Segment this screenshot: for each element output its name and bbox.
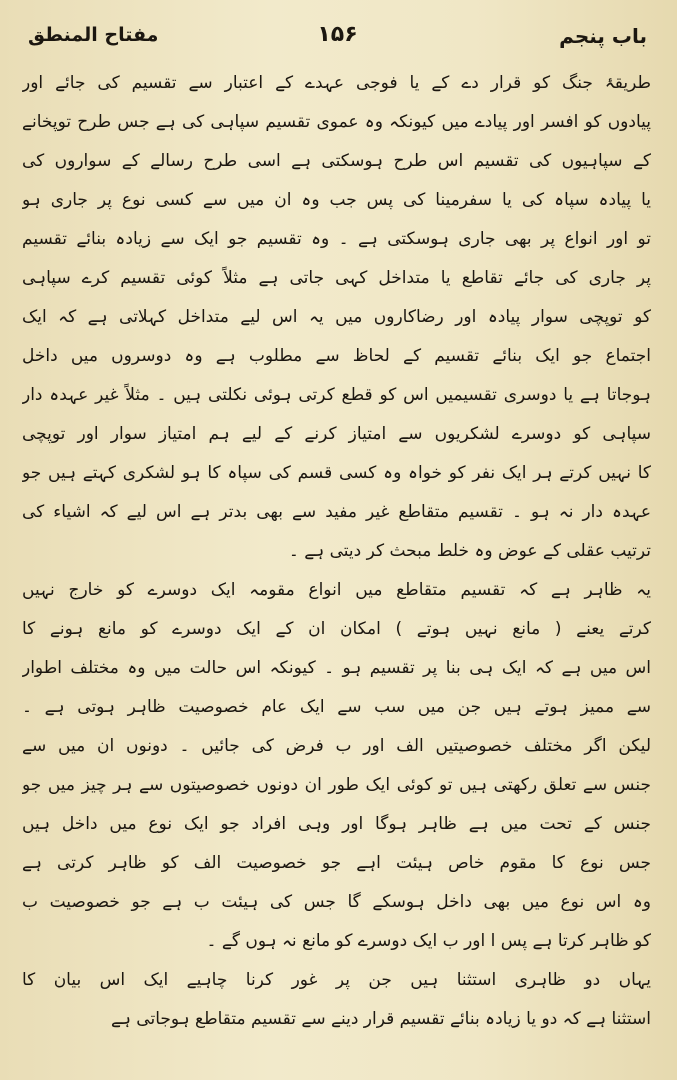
page-number: ۱۵۶	[317, 22, 358, 47]
text-line: سپاہی کو دوسرے لشکریوں سے امتیاز کرنے کے لیے ہم امتیاز سوار اور توپچی	[22, 424, 651, 444]
text-line: ہوجاتا ہے یا دوسری تقسیمیں اس کو قطع کرتی ہوئی نکلتی ہیں ۔ مثلاً غیر عہدہ دار	[22, 385, 651, 405]
book-title: مفتاح المنطق	[28, 24, 159, 46]
text-line: کرتے یعنے ( مانع نہیں ہوتے ) امکان ان کے ایک دوسرے کو مانع ہونے کا	[22, 619, 651, 639]
text-line: کے سپاہیوں کی تقسیم اس طرح ہوسکتی ہے اسی طرح رسالے کے سواروں کی	[22, 151, 651, 171]
text-line: سے ممیز ہوتے ہیں جن میں سب سے ایک عام خصوصیت ظاہر ہوتی ہے ۔	[22, 697, 651, 717]
text-line: لیکن اگر مختلف خصوصیتیں الف اور ب فرض کی جائیں ۔ دونوں ان میں سے	[22, 736, 651, 756]
paragraph	[22, 571, 651, 961]
text-line: پیادوں کو افسر اور پیادے میں کیونکہ وہ عموی تقسیم سپاہی کی ہے جس طرح توپخانے	[22, 112, 651, 132]
text-line: اجتماع جو ایک بنائے تقسیم کے لحاظ سے مطلوب ہے وہ دوسروں میں داخل	[22, 346, 651, 366]
text-line: ترتیب عقلی کے عوض وہ خلط مبحث کر دیتی ہے ۔	[288, 541, 651, 561]
text-line: کو توپچی سوار پیادہ اور رضاکاروں میں یہ اس لیے متداخل کہلاتی ہے کہ ایک	[22, 307, 651, 327]
text-line: جنس سے تعلق رکھتی ہیں تو کوئی ایک طور ان دونوں خصوصیتوں سے ہر چیز میں جو	[22, 775, 651, 795]
paragraph	[22, 961, 651, 1039]
page-header	[28, 22, 647, 56]
text-line: جس نوع کا مقوم خاص ہیئت اہے جو خصوصیت الف کو ظاہر کرتی ہے	[22, 853, 651, 873]
text-line: جنس کے تحت میں ہے ظاہر ہوگا اور وہی افراد جو ایک نوع میں داخل ہیں	[22, 814, 651, 834]
text-line: اس میں ہے کہ ایک ہی بنا پر تقسیم ہو ۔ کیونکہ اس حالت میں وہ مختلف اطوار	[22, 658, 651, 678]
text-line: وہ اس نوع میں بھی داخل ہوسکے گا جس کی ہیئت ب ہے جو خصوصیت ب	[22, 892, 651, 912]
text-line: کا نہیں کرتے ہر ایک نفر کو خواہ وہ کسی قسم کی سپاہ کا ہو لشکری کہتے ہیں جو	[22, 463, 651, 483]
text-line: کو ظاہر کرتا ہے پس ا اور ب ایک دوسرے کو مانع نہ ہوں گے ۔	[206, 931, 651, 951]
text-line: پر جاری کی جائے تقاطع یا متداخل کہی جاتی ہے مثلاً کوئی تقسیم کرے سپاہی	[22, 268, 651, 288]
text-line: عہدہ دار نہ ہو ۔ تقسیم متقاطع غیر مفید سے بھی بدتر ہے اس لیے کہ اشیاء کی	[22, 502, 651, 522]
chapter-heading: باب پنجم	[559, 24, 647, 48]
text-line: تو اور انواع پر بھی جاری ہوسکتی ہے ۔ وہ تقسیم جو ایک سے زیادہ بنائے تقسیم	[22, 229, 651, 249]
text-line: یہاں دو ظاہری استثنا ہیں جن پر غور کرنا چاہیے ایک اس بیان کا	[22, 970, 651, 990]
text-line: طریقۂ جنگ کو قرار دے کے یا فوجی عہدے کے اعتبار سے تقسیم کی جائے اور	[22, 73, 651, 93]
page-body	[22, 64, 651, 1060]
text-line: استثنا ہے کہ دو یا زیادہ بنائے تقسیم قرار دینے سے تقسیم متقاطع ہوجاتی ہے	[110, 1009, 651, 1029]
paragraph	[22, 64, 651, 571]
text-line: یا پیادہ سپاہ کی یا سفرمینا کی پس جب وہ ان میں سے کسی نوع پر جاری ہو	[22, 190, 651, 210]
text-line: یہ ظاہر ہے کہ تقسیم متقاطع میں انواع مقومہ ایک دوسرے کو خارج نہیں	[22, 580, 651, 600]
